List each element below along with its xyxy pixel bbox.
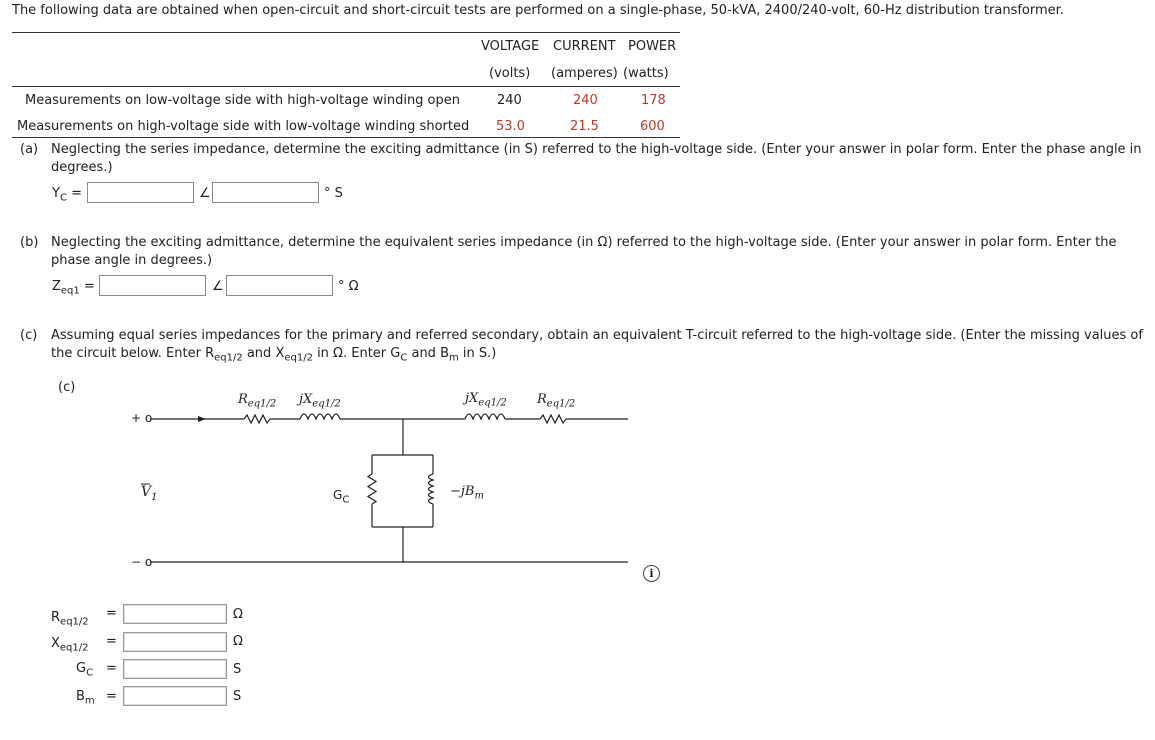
resistor-left-icon	[244, 415, 270, 423]
info-icon[interactable]: i	[643, 565, 660, 582]
inductor-bm-icon	[429, 474, 434, 504]
xeq-label: $X_{eq1/2}$	[51, 636, 89, 654]
req-unit: Ω	[233, 607, 243, 622]
row-label: Measurements on high-voltage side with low-voltage winding shorted	[17, 119, 470, 134]
resistor-right-icon	[540, 415, 566, 423]
part-c-question: Assuming equal series impedances for the primary and referred secondary, obtain an equivalent T-circuit referred to the high-voltage side. (Enter the missing values of	[51, 328, 1143, 343]
row-power: 178	[641, 93, 666, 108]
row-label: Measurements on low-voltage side with high-voltage winding open	[25, 93, 461, 108]
jx-left-label: $jX_{eq1/2}$	[299, 392, 341, 410]
yc-unit: ° S	[324, 186, 343, 201]
part-c-question-cont: the circuit below. Enter $R_{eq1/2}$ and $X_{eq1/2}$ in Ω. Enter $G_C$ and $B_m$ in S.)	[51, 346, 497, 364]
part-b-tag: (b)	[20, 235, 39, 250]
unit-voltage: (volts)	[489, 66, 531, 81]
row-voltage: 240	[497, 93, 522, 108]
angle-symbol: ∠	[199, 186, 211, 201]
gc-unit: S	[233, 662, 242, 677]
equals-sign: =	[106, 634, 117, 649]
unit-current: (amperes)	[551, 66, 618, 81]
bm-answer-label: $B_m$	[76, 689, 95, 707]
row-power: 600	[640, 119, 665, 134]
gc-label: $G_C$	[333, 488, 350, 506]
row-current: 240	[573, 93, 598, 108]
equals-sign: =	[106, 606, 117, 621]
xeq-unit: Ω	[233, 634, 243, 649]
zeq1-label: $Z_{eq1}$ =	[52, 279, 95, 297]
inductor-left-icon	[300, 414, 340, 419]
header-power: POWER	[628, 39, 677, 54]
req-input[interactable]	[123, 604, 227, 624]
req-label: $R_{eq1/2}$	[51, 610, 89, 628]
part-a-question-cont: degrees.)	[51, 160, 113, 175]
gc-answer-label: $G_C$	[76, 661, 94, 679]
row-current: 21.5	[570, 119, 599, 134]
current-arrow-icon	[198, 416, 206, 422]
positive-terminal: + o	[131, 411, 153, 425]
gc-input[interactable]	[123, 659, 227, 679]
part-a-question: Neglecting the series impedance, determine the exciting admittance (in S) referred to the high-voltage side. (Enter your answer in polar form. Enter the phase angle in	[51, 142, 1142, 157]
equals-sign: =	[106, 689, 117, 704]
part-b-question-cont: phase angle in degrees.)	[51, 253, 213, 268]
jx-right-label: $jX_{eq1/2}$	[465, 391, 507, 409]
jbm-label: $-jB_m$	[450, 484, 484, 502]
yc-label: $Y_C$ =	[52, 186, 82, 204]
unit-power: (watts)	[623, 66, 669, 81]
part-b-question: Neglecting the exciting admittance, determine the equivalent series impedance (in Ω) referred to the high-voltage side. (Enter your answer in polar form. Enter the	[51, 235, 1117, 250]
part-c-tag: (c)	[20, 328, 38, 343]
r-left-label: $R_{eq1/2}$	[238, 392, 277, 410]
inductor-right-icon	[465, 414, 505, 419]
bm-input[interactable]	[123, 686, 227, 706]
row-voltage: 53.0	[496, 119, 525, 134]
header-voltage: VOLTAGE	[481, 39, 540, 54]
zeq1-unit: ° Ω	[338, 279, 359, 294]
header-current: CURRENT	[553, 39, 616, 54]
v1-label: $V_1$	[141, 484, 158, 503]
xeq-input[interactable]	[123, 632, 227, 652]
negative-terminal: − o	[131, 555, 153, 569]
r-right-label: $R_{eq1/2}$	[537, 392, 576, 410]
bm-unit: S	[233, 689, 242, 704]
problem-intro: The following data are obtained when open-circuit and short-circuit tests are performed on a single-phase, 50-kVA, 2400/240-volt, 60-Hz distribution transformer.	[12, 3, 1064, 18]
figure-label: (c)	[58, 380, 76, 395]
resistor-gc-icon	[368, 474, 376, 504]
equals-sign: =	[106, 661, 117, 676]
part-a-tag: (a)	[20, 142, 39, 157]
angle-symbol: ∠	[212, 279, 224, 294]
